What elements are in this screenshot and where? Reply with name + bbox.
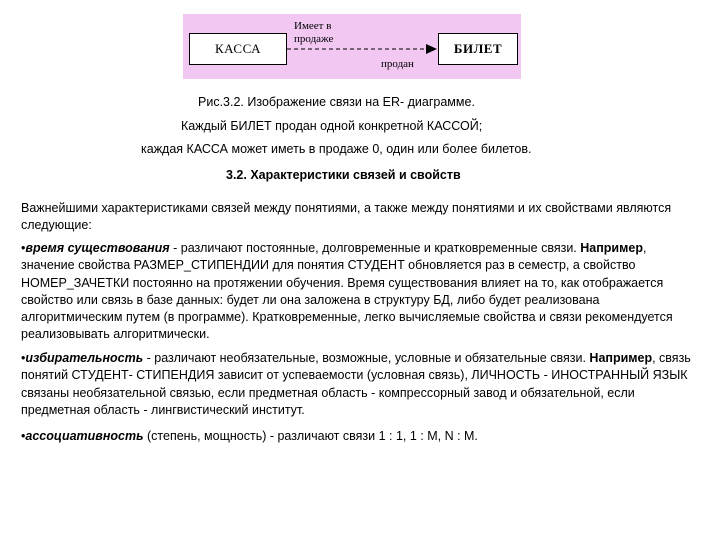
definition: - различают постоянные, долговременные и кратковременные связи. [169,241,577,255]
relation-label-line1: Имеет в [294,20,332,32]
relation-arrow [287,39,439,59]
section-heading: 3.2. Характеристики связей и свойств [226,168,461,182]
caption-line-1: Каждый БИЛЕТ продан одной конкретной КАССОЙ; [181,119,483,133]
bullet: • [21,241,26,255]
figure-caption: Рис.3.2. Изображение связи на ER- диаграмме. [198,95,475,109]
term: время существования [25,241,170,255]
relation-label-sold: продан [381,58,414,70]
intro-paragraph: Важнейшими характеристиками связей между понятиями, а также между понятиями и их свойствами являются следующие: [21,201,672,233]
relation-label-line2: продаже [294,33,334,45]
list-item-associativity [21,428,701,445]
entity-kassa: КАССА [189,33,287,65]
list-item-selectivity [21,350,701,419]
er-diagram [183,14,521,79]
example-text: , связь понятий СТУДЕНТ- СТИПЕНДИЯ зависит от успеваемости (условная связь), ЛИЧНОСТЬ - ИНОСТРАННЫЙ ЯЗЫК связаны необязательной связью, если предметная область - компрессорный завод и обязательной, если предметная область - лингвистический институт. [21,351,691,417]
example-label: Например [580,241,643,255]
term: ассоциативность [25,429,144,443]
definition: (степень, мощность) - различают связи 1 : 1, 1 : М, N : М. [143,429,478,443]
definition: - различают необязательные, возможные, условные и обязательные связи. [143,351,586,365]
caption-line-2: каждая КАССА может иметь в продаже 0, один или более билетов. [141,142,532,156]
example-text: , значение свойства РАЗМЕР_СТИПЕНДИИ для понятия СТУДЕНТ обновляется раз в семестр, а свойство НОМЕР_ЗАЧЕТКИ постоянно на протяжении обучения. Время существования влияет на то, как отображается свойство или связь в базе данных: будет ли она заложена в структуру БД, либо будет реализована алгоритмическим путем (в программе). Кратковременные, легко вычисляемые свойства и связи рекомендуется реализовывать алгоритмически. [21,241,673,342]
term: избирательность [25,351,144,365]
example-label: Например [589,351,653,365]
bullet: • [21,351,26,365]
entity-bilet: БИЛЕТ [438,33,518,65]
bullet: • [21,429,26,443]
list-item-lifetime [21,240,701,344]
